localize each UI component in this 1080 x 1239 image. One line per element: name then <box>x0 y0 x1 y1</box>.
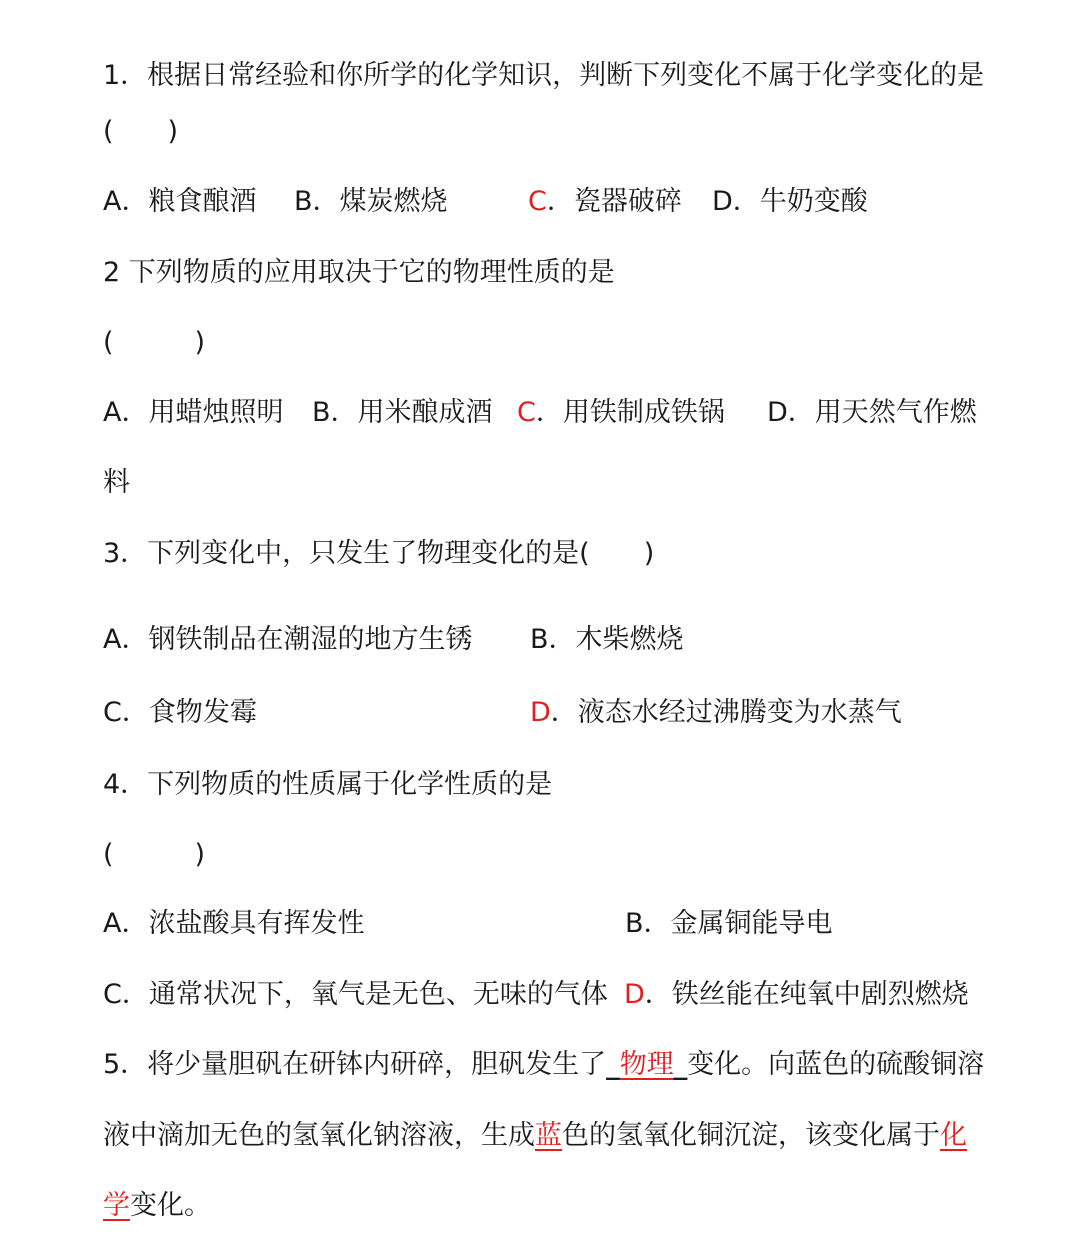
q4-option-a: A．浓盐酸具有挥发性 <box>103 908 365 939</box>
q2-option-c-letter: C <box>517 397 536 428</box>
q2-option-b: B．用米酿成酒 <box>312 397 493 428</box>
q3-option-d-text: ．液态水经过沸腾变为水蒸气 <box>550 697 902 728</box>
q5-line-1 <box>103 1047 984 1083</box>
q2-option-d: D．用天然气作燃 <box>767 397 977 428</box>
q4-option-b: B．金属铜能导电 <box>625 908 833 939</box>
q2-stem: 2 下列物质的应用取决于它的物理性质的是 <box>103 257 615 288</box>
q4-option-d-text: ．铁丝能在纯氧中剧烈燃烧 <box>644 979 969 1010</box>
q2-option-c-text: ．用铁制成铁锅 <box>535 397 725 428</box>
q5-text-1: 5．将少量胆矾在研钵内研碎，胆矾发生了 <box>103 1049 607 1080</box>
q5-answer-1: 物理 <box>619 1049 674 1080</box>
q1-option-c-text: ．瓷器破碎 <box>546 186 682 217</box>
q5-text-2: 变化。向蓝色的硫酸铜溶 <box>687 1049 985 1080</box>
q3-stem: 3．下列变化中，只发生了物理变化的是( ) <box>103 538 655 569</box>
q5-answer-2: 蓝 <box>535 1120 562 1151</box>
q1-stem: 1．根据日常经验和你所学的化学知识，判断下列变化不属于化学变化的是 <box>103 60 985 91</box>
q1-option-c-letter: C <box>528 186 547 217</box>
q2-option-c <box>517 395 725 431</box>
q2-option-d-continuation: 料 <box>103 467 130 498</box>
q3-option-d <box>530 695 902 731</box>
q4-option-d-letter: D <box>624 979 645 1010</box>
q2-option-a: A．用蜡烛照明 <box>103 397 284 428</box>
q5-text-4: 色的氢氧化铜沉淀，该变化属于 <box>562 1120 940 1151</box>
q2-paren: ( ) <box>103 327 206 358</box>
q5-answer-3-part-b: 学 <box>103 1190 130 1221</box>
q4-stem: 4．下列物质的性质属于化学性质的是 <box>103 769 553 800</box>
q1-paren: ( ) <box>103 116 179 147</box>
q1-option-a: A．粮食酿酒 <box>103 186 257 217</box>
q1-option-b: B．煤炭燃烧 <box>294 186 448 217</box>
q3-option-b: B．木柴燃烧 <box>530 624 684 655</box>
q4-option-d <box>624 977 969 1013</box>
q5-blank-pre: _ <box>606 1049 620 1080</box>
q1-option-d: D．牛奶变酸 <box>712 186 868 217</box>
q3-option-c: C．食物发霉 <box>103 697 257 728</box>
q1-option-c <box>528 184 682 220</box>
q5-text-3: 液中滴加无色的氢氧化钠溶液，生成 <box>103 1120 535 1151</box>
q3-option-d-letter: D <box>530 697 551 728</box>
q4-paren: ( ) <box>103 839 206 870</box>
q5-answer-3-part-a: 化 <box>940 1120 967 1151</box>
q5-line-3 <box>103 1188 211 1224</box>
q5-blank-post: _ <box>673 1049 688 1080</box>
q4-option-c: C．通常状况下，氧气是无色、无味的气体 <box>103 979 608 1010</box>
q5-line-2 <box>103 1118 967 1154</box>
q5-text-5: 变化。 <box>130 1190 211 1221</box>
q3-option-a: A．钢铁制品在潮湿的地方生锈 <box>103 624 473 655</box>
